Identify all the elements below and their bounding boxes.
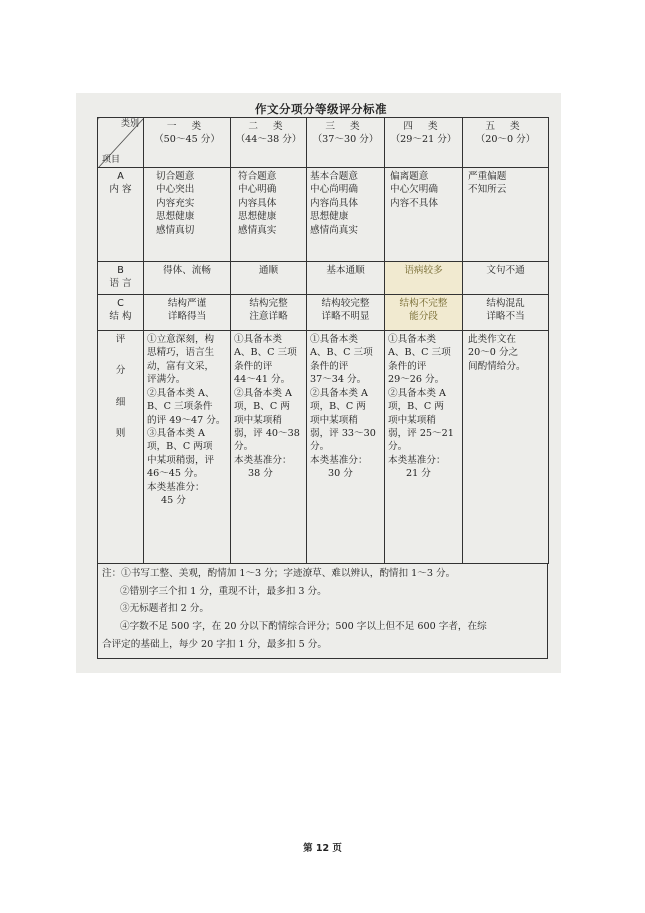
- detail-text: ①立意深刻，构: [147, 334, 215, 345]
- note-line: ④字数不足 500 字，在 20 分以下酌情综合评分；500 字以上但不足 600 字者，在综: [120, 621, 487, 633]
- structure-cell-1: [144, 295, 231, 331]
- criterion-text: 内容具体: [238, 197, 277, 209]
- category-letter: C: [117, 298, 124, 309]
- detail-text: 弱，评 33～30: [310, 427, 376, 439]
- detail-label-char: 评: [115, 334, 126, 345]
- detail-text: ①具备本类: [310, 334, 358, 345]
- grade-header-4: [385, 118, 463, 168]
- detail-row: [98, 331, 549, 564]
- criterion-text: 内容不具体: [390, 197, 438, 209]
- grade-name: 五 类: [485, 121, 526, 132]
- criterion-text: 中心明确: [238, 184, 277, 196]
- content-cell-1: [144, 168, 231, 262]
- criterion-text: 感情真实: [238, 224, 277, 236]
- detail-text: 46～45 分。: [147, 468, 204, 480]
- language-cell-4: 语病较多: [385, 262, 463, 295]
- detail-text: 的评 49～47 分。: [147, 414, 226, 426]
- detail-text: 条件的评: [388, 360, 427, 372]
- detail-text: 思精巧，语言生: [147, 347, 215, 359]
- detail-text: 项中某项稍: [310, 414, 358, 426]
- criterion-text: 偏离题意: [390, 171, 429, 182]
- detail-cell-1: [144, 331, 231, 564]
- page-number: 第 12 页: [303, 843, 342, 854]
- corner-top-label: 类别: [120, 119, 139, 129]
- corner-cell: [98, 118, 144, 168]
- criterion-text: 内容尚具体: [310, 197, 358, 209]
- base-score: 38 分: [248, 468, 273, 480]
- criterion-text: 切合题意: [156, 171, 195, 182]
- criterion-text: 详略不当: [486, 311, 525, 323]
- detail-text: 条件的评: [310, 360, 349, 372]
- criterion-text: 详略不明显: [321, 311, 370, 323]
- detail-text: 本类基准分：: [388, 454, 446, 466]
- base-score: 30 分: [328, 468, 353, 480]
- content-row-label: [98, 168, 144, 262]
- detail-cell-3: [307, 331, 385, 564]
- content-cell-5: [463, 168, 549, 262]
- document-title: 作文分项分等级评分标准: [255, 102, 387, 116]
- criterion-text: 中心欠明确: [390, 184, 438, 196]
- detail-text: 中某项稍弱，评: [147, 454, 215, 466]
- language-row: [98, 262, 549, 295]
- detail-text: 动，富有文采，: [147, 360, 215, 372]
- category-letter: A: [117, 171, 124, 182]
- grade-name: 三 类: [325, 121, 366, 132]
- detail-text: 44～41 分。: [234, 374, 291, 386]
- structure-cell-3: [307, 295, 385, 331]
- criterion-text: 结构混乱: [486, 298, 525, 309]
- corner-bottom-label: 项目: [102, 155, 121, 166]
- notes-block: [97, 563, 548, 659]
- content-row: [98, 168, 549, 262]
- criterion-text: 严重偏题: [468, 171, 507, 182]
- detail-cell-4: [385, 331, 463, 564]
- detail-text: ①具备本类: [234, 334, 282, 345]
- detail-text: 分。: [234, 441, 254, 453]
- detail-text: A、B、C 三项: [388, 347, 451, 359]
- criterion-text: 结构完整: [249, 298, 288, 309]
- language-cell-5: 文句不通: [463, 262, 549, 295]
- language-cell-2: 通顺: [231, 262, 307, 295]
- language-row-label: [98, 262, 144, 295]
- content-cell-3: [307, 168, 385, 262]
- detail-text: 项，B、C 两: [388, 401, 444, 413]
- language-cell-3: 基本通顺: [307, 262, 385, 295]
- criterion-text: 内容充实: [156, 197, 195, 209]
- criterion-text: 详略得当: [167, 311, 207, 323]
- detail-text: A、B、C 三项: [310, 347, 373, 359]
- structure-cell-2: [231, 295, 307, 331]
- note-line: ②错别字三个扣 1 分，重现不计，最多扣 3 分。: [120, 585, 327, 597]
- structure-cell-5: [463, 295, 549, 331]
- detail-text: 项中某项稍: [388, 414, 436, 426]
- grade-name: 四 类: [403, 121, 444, 132]
- detail-text: 29～26 分。: [388, 374, 445, 386]
- detail-text: ②具备本类 A: [388, 387, 446, 399]
- structure-cell-4: [385, 295, 463, 331]
- detail-text: ①具备本类: [388, 334, 436, 345]
- detail-text: A、B、C 三项: [234, 347, 297, 359]
- note-line: ③无标题者扣 2 分。: [120, 603, 209, 615]
- detail-text: 此类作文在: [468, 334, 516, 345]
- grade-name: 二 类: [248, 121, 289, 132]
- base-score: 21 分: [406, 468, 431, 480]
- category-name: 结 构: [109, 311, 132, 323]
- detail-text: 项中某项稍: [234, 414, 282, 426]
- detail-text: 评满分。: [147, 374, 186, 386]
- grade-header-1: [144, 118, 231, 168]
- note-line: 注：①书写工整、美观，酌情加 1～3 分；字迹潦草、难以辨认，酌情扣 1～3 分。: [102, 568, 456, 579]
- note-line: 合评定的基础上，每少 20 字扣 1 分，最多扣 5 分。: [102, 638, 327, 650]
- detail-text: 分。: [310, 441, 330, 453]
- criterion-text: 感情真切: [156, 224, 195, 236]
- grade-range: （44～38 分）: [235, 134, 302, 146]
- detail-text: ②具备本类 A: [310, 387, 368, 399]
- scoring-table: [97, 117, 549, 564]
- criterion-text: 基本合题意: [310, 171, 358, 182]
- detail-cell-5: [463, 331, 549, 564]
- criterion-text: 中心突出: [156, 184, 195, 196]
- detail-text: 弱，评 40～38: [234, 427, 300, 439]
- header-row: [98, 118, 549, 168]
- detail-label-char: 则: [115, 428, 126, 440]
- criterion-text: 思想健康: [156, 211, 195, 223]
- grade-range: （29～21 分）: [390, 134, 457, 146]
- structure-row: [98, 295, 549, 331]
- criterion-text: 结构严谨: [167, 298, 207, 309]
- detail-text: ②具备本类 A、: [147, 387, 215, 399]
- criterion-text: 中心尚明确: [310, 184, 358, 196]
- language-cell-1: 得体、流畅: [144, 262, 231, 295]
- category-name: 语 言: [109, 278, 132, 290]
- detail-text: 条件的评: [234, 360, 273, 372]
- detail-text: 项，B、C 两: [310, 401, 366, 413]
- detail-label-char: 细: [115, 396, 126, 408]
- detail-label-char: 分: [115, 365, 126, 377]
- detail-text: 20～0 分之: [468, 347, 519, 359]
- grade-range: （50～45 分）: [154, 134, 220, 146]
- category-letter: B: [117, 265, 124, 276]
- criterion-text: 符合题意: [238, 171, 277, 182]
- detail-text: B、C 三项条件: [147, 401, 213, 413]
- detail-text: 分。: [388, 441, 408, 453]
- detail-text: 37～34 分。: [310, 374, 367, 386]
- detail-text: ③具备本类 A: [147, 427, 205, 439]
- grade-name: 一 类: [166, 121, 208, 132]
- detail-text: 弱，评 25～21: [388, 427, 454, 439]
- detail-text: 本类基准分：: [234, 454, 292, 466]
- structure-row-label: [98, 295, 144, 331]
- criterion-text: 不知所云: [468, 184, 507, 196]
- grade-header-3: [307, 118, 385, 168]
- detail-cell-2: [231, 331, 307, 564]
- detail-text: ②具备本类 A: [234, 387, 292, 399]
- criterion-text: 结构较完整: [321, 298, 370, 309]
- detail-text: 间酌情给分。: [468, 360, 526, 372]
- criterion-text: 注意详略: [249, 311, 288, 323]
- grade-range: （20～0 分）: [475, 134, 536, 146]
- detail-text: 项，B、C 两: [234, 401, 290, 413]
- criterion-text: 能分段: [409, 311, 438, 323]
- criterion-text: 感情尚真实: [310, 224, 358, 236]
- detail-row-label: [98, 331, 144, 564]
- grade-range: （37～30 分）: [312, 134, 379, 146]
- base-score: 45 分: [161, 495, 186, 507]
- content-cell-4: [385, 168, 463, 262]
- detail-text: 本类基准分：: [310, 454, 368, 466]
- criterion-text: 结构不完整: [399, 298, 448, 309]
- detail-text: 本类基准分：: [147, 481, 205, 493]
- category-name: 内 容: [109, 184, 132, 196]
- grade-header-5: [463, 118, 549, 168]
- content-cell-2: [231, 168, 307, 262]
- grade-header-2: [231, 118, 307, 168]
- detail-text: 项，B、C 两项: [147, 441, 213, 453]
- criterion-text: 思想健康: [310, 211, 349, 223]
- criterion-text: 思想健康: [238, 211, 277, 223]
